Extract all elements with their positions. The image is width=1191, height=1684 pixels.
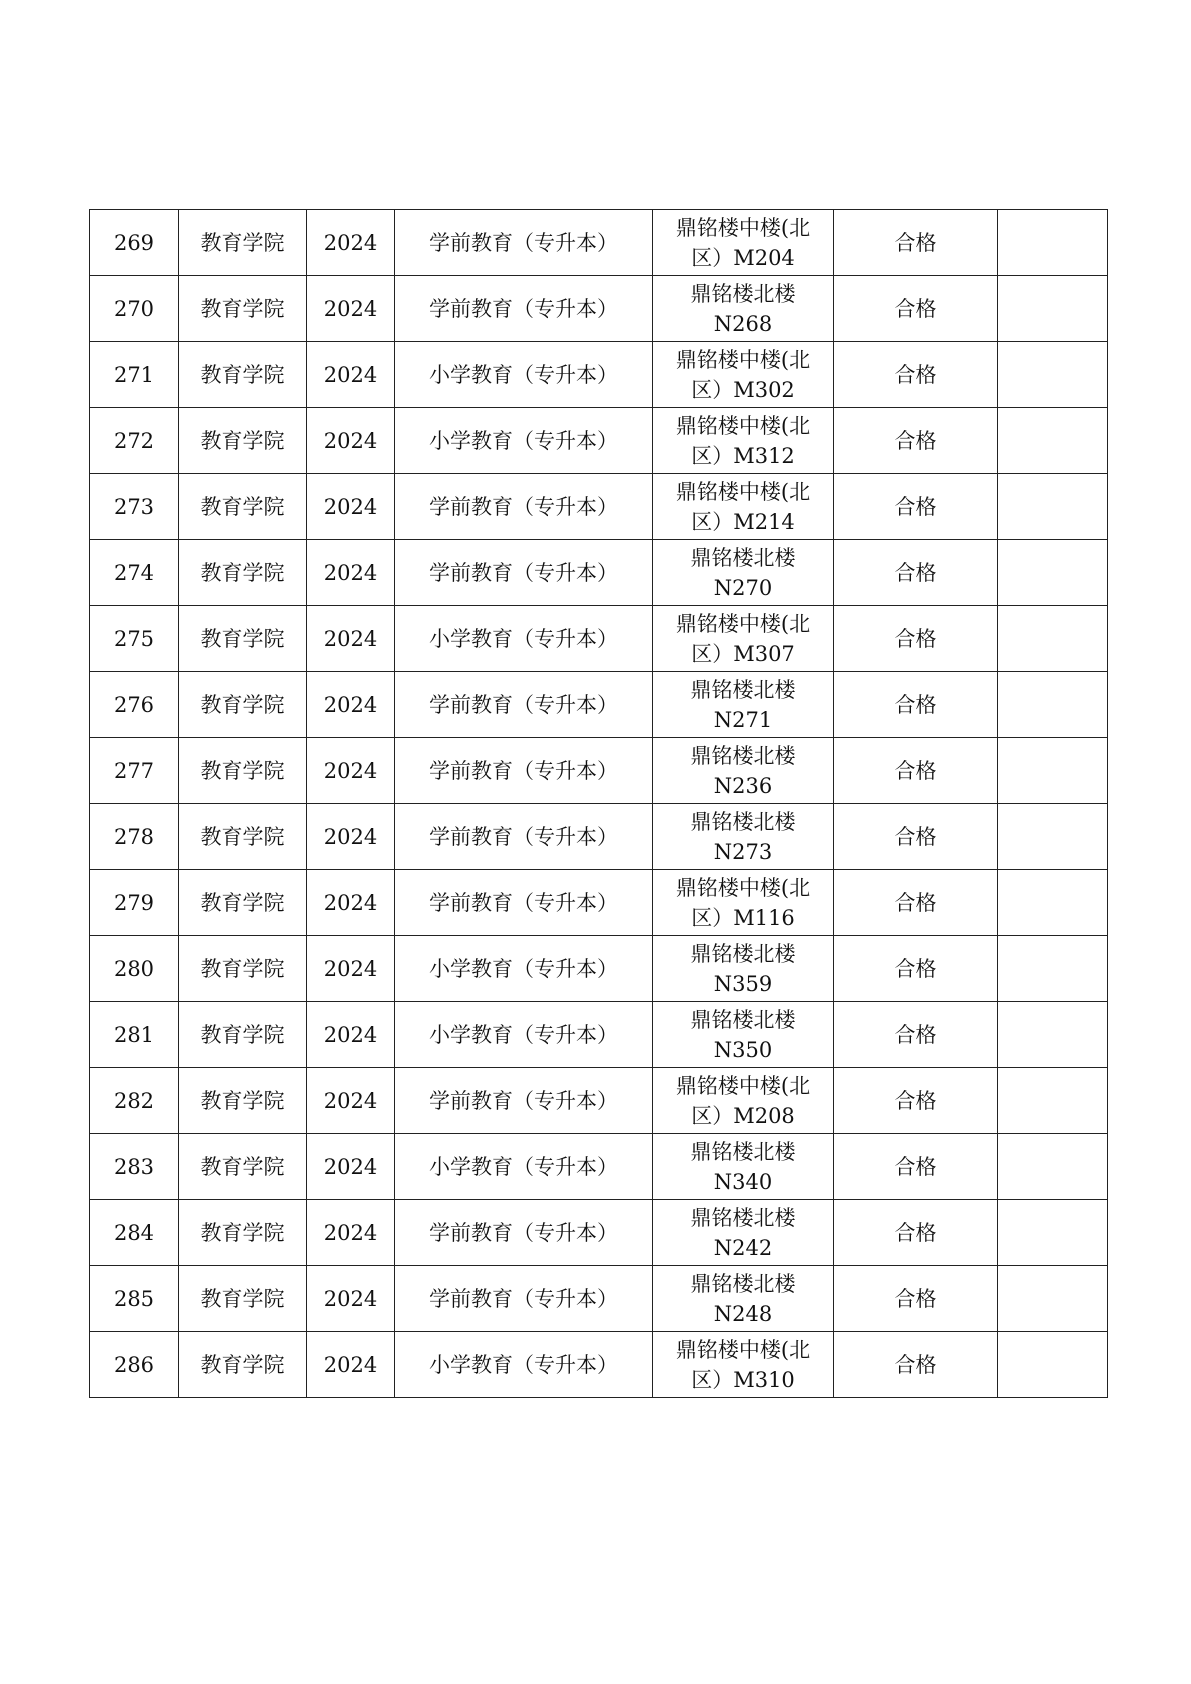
location-line: 鼎铭楼中楼(北	[675, 347, 811, 372]
remark-cell	[998, 1002, 1108, 1068]
table-row	[90, 1200, 1108, 1266]
row-number-cell: 277	[90, 738, 179, 804]
remark-cell	[998, 1200, 1108, 1266]
result-cell: 合格	[834, 342, 998, 408]
row-number-cell: 271	[90, 342, 179, 408]
location-cell	[653, 606, 834, 672]
major-cell: 小学教育（专升本）	[395, 1134, 653, 1200]
college-cell: 教育学院	[179, 738, 307, 804]
major-cell: 学前教育（专升本）	[395, 210, 653, 276]
row-number-cell: 275	[90, 606, 179, 672]
location-cell	[653, 1068, 834, 1134]
year-cell: 2024	[307, 606, 395, 672]
table-row	[90, 276, 1108, 342]
college-cell: 教育学院	[179, 1134, 307, 1200]
location-cell	[653, 738, 834, 804]
table-row	[90, 936, 1108, 1002]
location-line: N248	[713, 1301, 773, 1326]
college-cell: 教育学院	[179, 1332, 307, 1398]
year-cell: 2024	[307, 1266, 395, 1332]
location-line: 鼎铭楼北楼	[690, 743, 796, 768]
college-cell: 教育学院	[179, 606, 307, 672]
remark-cell	[998, 408, 1108, 474]
remark-cell	[998, 606, 1108, 672]
major-cell: 小学教育（专升本）	[395, 408, 653, 474]
table-row	[90, 1266, 1108, 1332]
row-number-cell: 285	[90, 1266, 179, 1332]
location-cell	[653, 408, 834, 474]
major-cell: 学前教育（专升本）	[395, 1200, 653, 1266]
table-row	[90, 672, 1108, 738]
remark-cell	[998, 804, 1108, 870]
location-cell	[653, 1332, 834, 1398]
location-line: N271	[713, 707, 773, 732]
remark-cell	[998, 474, 1108, 540]
table-row	[90, 1134, 1108, 1200]
remark-cell	[998, 738, 1108, 804]
location-line: 区）M302	[691, 377, 795, 402]
table-row	[90, 804, 1108, 870]
location-line: N340	[713, 1169, 773, 1194]
year-cell: 2024	[307, 540, 395, 606]
table-row	[90, 870, 1108, 936]
table-row	[90, 606, 1108, 672]
location-line: 鼎铭楼北楼	[690, 1271, 796, 1296]
results-table	[89, 209, 1108, 1398]
college-cell: 教育学院	[179, 342, 307, 408]
row-number-cell: 286	[90, 1332, 179, 1398]
location-line: 区）M307	[691, 641, 795, 666]
year-cell: 2024	[307, 936, 395, 1002]
table-row	[90, 1332, 1108, 1398]
location-cell	[653, 936, 834, 1002]
major-cell: 学前教育（专升本）	[395, 870, 653, 936]
year-cell: 2024	[307, 738, 395, 804]
major-cell: 小学教育（专升本）	[395, 606, 653, 672]
result-cell: 合格	[834, 474, 998, 540]
table-row	[90, 474, 1108, 540]
location-cell	[653, 540, 834, 606]
result-cell: 合格	[834, 1134, 998, 1200]
major-cell: 学前教育（专升本）	[395, 276, 653, 342]
year-cell: 2024	[307, 474, 395, 540]
major-cell: 小学教育（专升本）	[395, 1332, 653, 1398]
row-number-cell: 279	[90, 870, 179, 936]
location-line: 鼎铭楼北楼	[690, 545, 796, 570]
location-line: 区）M208	[691, 1103, 795, 1128]
location-line: 鼎铭楼中楼(北	[675, 1337, 811, 1362]
location-line: 区）M116	[691, 905, 795, 930]
remark-cell	[998, 342, 1108, 408]
location-line: 鼎铭楼中楼(北	[675, 413, 811, 438]
location-line: N242	[713, 1235, 773, 1260]
year-cell: 2024	[307, 1332, 395, 1398]
result-cell: 合格	[834, 210, 998, 276]
location-line: N273	[713, 839, 773, 864]
location-cell	[653, 672, 834, 738]
college-cell: 教育学院	[179, 672, 307, 738]
college-cell: 教育学院	[179, 210, 307, 276]
location-cell	[653, 1200, 834, 1266]
location-line: 鼎铭楼中楼(北	[675, 479, 811, 504]
location-line: 鼎铭楼中楼(北	[675, 1073, 811, 1098]
location-cell	[653, 210, 834, 276]
major-cell: 学前教育（专升本）	[395, 540, 653, 606]
remark-cell	[998, 672, 1108, 738]
result-cell: 合格	[834, 1068, 998, 1134]
major-cell: 小学教育（专升本）	[395, 342, 653, 408]
major-cell: 小学教育（专升本）	[395, 936, 653, 1002]
location-line: N268	[713, 311, 773, 336]
location-cell	[653, 1134, 834, 1200]
row-number-cell: 269	[90, 210, 179, 276]
remark-cell	[998, 540, 1108, 606]
college-cell: 教育学院	[179, 804, 307, 870]
row-number-cell: 282	[90, 1068, 179, 1134]
remark-cell	[998, 1134, 1108, 1200]
location-line: 鼎铭楼北楼	[690, 809, 796, 834]
location-line: 鼎铭楼北楼	[690, 1139, 796, 1164]
location-line: 鼎铭楼中楼(北	[675, 611, 811, 636]
remark-cell	[998, 936, 1108, 1002]
major-cell: 学前教育（专升本）	[395, 1266, 653, 1332]
remark-cell	[998, 1332, 1108, 1398]
college-cell: 教育学院	[179, 1068, 307, 1134]
major-cell: 学前教育（专升本）	[395, 1068, 653, 1134]
table-body	[90, 210, 1108, 1398]
major-cell: 学前教育（专升本）	[395, 738, 653, 804]
year-cell: 2024	[307, 1002, 395, 1068]
location-line: 鼎铭楼北楼	[690, 941, 796, 966]
row-number-cell: 283	[90, 1134, 179, 1200]
year-cell: 2024	[307, 804, 395, 870]
row-number-cell: 276	[90, 672, 179, 738]
table-row	[90, 342, 1108, 408]
result-cell: 合格	[834, 738, 998, 804]
college-cell: 教育学院	[179, 276, 307, 342]
location-line: 鼎铭楼北楼	[690, 281, 796, 306]
location-cell	[653, 870, 834, 936]
major-cell: 学前教育（专升本）	[395, 474, 653, 540]
result-cell: 合格	[834, 1200, 998, 1266]
year-cell: 2024	[307, 1134, 395, 1200]
table-row	[90, 210, 1108, 276]
result-cell: 合格	[834, 408, 998, 474]
remark-cell	[998, 870, 1108, 936]
location-line: 鼎铭楼北楼	[690, 677, 796, 702]
major-cell: 学前教育（专升本）	[395, 672, 653, 738]
result-cell: 合格	[834, 606, 998, 672]
college-cell: 教育学院	[179, 408, 307, 474]
row-number-cell: 272	[90, 408, 179, 474]
row-number-cell: 280	[90, 936, 179, 1002]
result-cell: 合格	[834, 804, 998, 870]
result-cell: 合格	[834, 1002, 998, 1068]
location-line: 鼎铭楼中楼(北	[675, 215, 811, 240]
location-line: N236	[713, 773, 773, 798]
college-cell: 教育学院	[179, 540, 307, 606]
result-cell: 合格	[834, 276, 998, 342]
row-number-cell: 281	[90, 1002, 179, 1068]
location-cell	[653, 1002, 834, 1068]
location-cell	[653, 474, 834, 540]
row-number-cell: 273	[90, 474, 179, 540]
location-cell	[653, 276, 834, 342]
table-row	[90, 1068, 1108, 1134]
year-cell: 2024	[307, 342, 395, 408]
location-line: 区）M310	[691, 1367, 795, 1392]
location-cell	[653, 804, 834, 870]
location-line: 区）M204	[691, 245, 795, 270]
location-cell	[653, 342, 834, 408]
location-line: 区）M214	[691, 509, 795, 534]
row-number-cell: 278	[90, 804, 179, 870]
table-row	[90, 408, 1108, 474]
result-cell: 合格	[834, 936, 998, 1002]
result-cell: 合格	[834, 1266, 998, 1332]
year-cell: 2024	[307, 276, 395, 342]
college-cell: 教育学院	[179, 474, 307, 540]
year-cell: 2024	[307, 1200, 395, 1266]
major-cell: 小学教育（专升本）	[395, 1002, 653, 1068]
result-cell: 合格	[834, 1332, 998, 1398]
location-line: N350	[713, 1037, 773, 1062]
year-cell: 2024	[307, 870, 395, 936]
result-cell: 合格	[834, 672, 998, 738]
college-cell: 教育学院	[179, 870, 307, 936]
location-line: 鼎铭楼北楼	[690, 1007, 796, 1032]
college-cell: 教育学院	[179, 936, 307, 1002]
table-row	[90, 1002, 1108, 1068]
remark-cell	[998, 210, 1108, 276]
college-cell: 教育学院	[179, 1200, 307, 1266]
location-line: 鼎铭楼中楼(北	[675, 875, 811, 900]
year-cell: 2024	[307, 210, 395, 276]
table-row	[90, 540, 1108, 606]
remark-cell	[998, 1068, 1108, 1134]
location-line: 区）M312	[691, 443, 795, 468]
table-row	[90, 738, 1108, 804]
row-number-cell: 270	[90, 276, 179, 342]
row-number-cell: 284	[90, 1200, 179, 1266]
location-line: N270	[713, 575, 773, 600]
result-cell: 合格	[834, 870, 998, 936]
remark-cell	[998, 276, 1108, 342]
location-line: 鼎铭楼北楼	[690, 1205, 796, 1230]
row-number-cell: 274	[90, 540, 179, 606]
result-cell: 合格	[834, 540, 998, 606]
college-cell: 教育学院	[179, 1266, 307, 1332]
major-cell: 学前教育（专升本）	[395, 804, 653, 870]
year-cell: 2024	[307, 408, 395, 474]
year-cell: 2024	[307, 672, 395, 738]
remark-cell	[998, 1266, 1108, 1332]
year-cell: 2024	[307, 1068, 395, 1134]
location-line: N359	[713, 971, 773, 996]
college-cell: 教育学院	[179, 1002, 307, 1068]
location-cell	[653, 1266, 834, 1332]
